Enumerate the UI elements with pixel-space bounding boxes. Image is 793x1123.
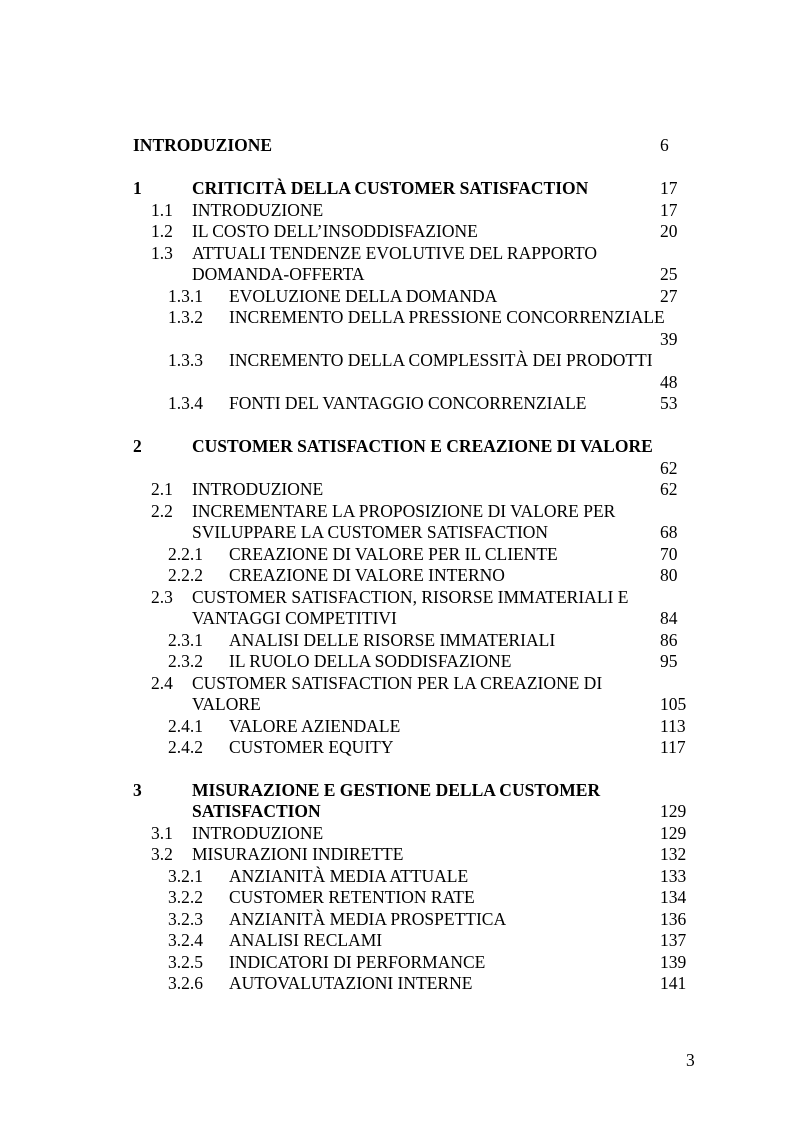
toc-title: ANALISI RECLAMI <box>229 930 383 950</box>
toc-title: AUTOVALUTAZIONI INTERNE <box>229 973 473 993</box>
toc-num: 1.3.2 <box>168 307 203 327</box>
toc-num: 2.3.2 <box>168 651 203 671</box>
toc-num: 3.1 <box>151 823 173 843</box>
toc-page: 134 <box>660 887 687 907</box>
toc-title: CRITICITÀ DELLA CUSTOMER SATISFACTION <box>192 178 589 198</box>
toc-num: 2.4 <box>151 673 173 693</box>
toc-title: CUSTOMER SATISFACTION E CREAZIONE DI VALORE <box>192 436 653 456</box>
toc-num: 3.2.6 <box>168 973 203 993</box>
toc-num: 2.2.2 <box>168 565 203 585</box>
toc-page: 113 <box>660 716 686 736</box>
toc-title: VALORE <box>192 694 261 714</box>
toc-page: 17 <box>660 178 678 198</box>
toc-num: 2.4.1 <box>168 716 203 736</box>
toc-num: 1.3.3 <box>168 350 203 370</box>
toc-title: ANALISI DELLE RISORSE IMMATERIALI <box>229 630 556 650</box>
toc-num: 3.2.3 <box>168 909 203 929</box>
toc-title: MISURAZIONI INDIRETTE <box>192 844 404 864</box>
toc-title: VANTAGGI COMPETITIVI <box>192 608 397 628</box>
toc-page: 20 <box>660 221 678 241</box>
toc-num: 1.3.4 <box>168 393 203 413</box>
toc-title: IL COSTO DELL’INSODDISFAZIONE <box>192 221 478 241</box>
toc-num: 3 <box>133 780 142 800</box>
toc-title: CREAZIONE DI VALORE PER IL CLIENTE <box>229 544 558 564</box>
toc-title: CREAZIONE DI VALORE INTERNO <box>229 565 505 585</box>
toc-title: INTRODUZIONE <box>192 200 324 220</box>
toc-title: EVOLUZIONE DELLA DOMANDA <box>229 286 498 306</box>
toc-page: 129 <box>660 801 687 821</box>
toc-num: 3.2.1 <box>168 866 203 886</box>
toc-title: INDICATORI DI PERFORMANCE <box>229 952 486 972</box>
toc-title: MISURAZIONE E GESTIONE DELLA CUSTOMER <box>192 780 601 800</box>
toc-page: 129 <box>660 823 687 843</box>
toc-page: 137 <box>660 930 687 950</box>
toc-num: 3.2.4 <box>168 930 203 950</box>
toc-num: 1.1 <box>151 200 173 220</box>
toc-title: CUSTOMER RETENTION RATE <box>229 887 475 907</box>
toc-num: 2.1 <box>151 479 173 499</box>
toc-title: INCREMENTO DELLA COMPLESSITÀ DEI PRODOTTI <box>229 350 653 370</box>
toc-num: 2.4.2 <box>168 737 203 757</box>
toc-title: INCREMENTO DELLA PRESSIONE CONCORRENZIALE <box>229 307 665 327</box>
toc-title: SVILUPPARE LA CUSTOMER SATISFACTION <box>192 522 549 542</box>
toc-num: 2.2.1 <box>168 544 203 564</box>
toc-num: 3.2 <box>151 844 173 864</box>
toc-title: CUSTOMER SATISFACTION PER LA CREAZIONE DI <box>192 673 603 693</box>
toc-num: 2.3.1 <box>168 630 203 650</box>
toc-page: 17 <box>660 200 678 220</box>
toc-title: IL RUOLO DELLA SODDISFAZIONE <box>229 651 512 671</box>
toc-title: ANZIANITÀ MEDIA ATTUALE <box>229 866 469 886</box>
toc-title: ATTUALI TENDENZE EVOLUTIVE DEL RAPPORTO <box>192 243 597 263</box>
toc-num: 2.3 <box>151 587 173 607</box>
toc-page: 62 <box>660 479 678 499</box>
toc-title: VALORE AZIENDALE <box>229 716 401 736</box>
toc-page: 117 <box>660 737 686 757</box>
toc-title: SATISFACTION <box>192 801 321 821</box>
toc-page: 53 <box>660 393 678 413</box>
toc-page: 39 <box>660 329 678 349</box>
toc-page: 70 <box>660 544 678 564</box>
toc-page: 136 <box>660 909 687 929</box>
toc-page: 133 <box>660 866 687 886</box>
toc-title: CUSTOMER SATISFACTION, RISORSE IMMATERIALI E <box>192 587 629 607</box>
toc-title: INTRODUZIONE <box>192 823 324 843</box>
toc-num: 2.2 <box>151 501 173 521</box>
toc-page: 48 <box>660 372 678 392</box>
toc-title: CUSTOMER EQUITY <box>229 737 394 757</box>
toc-num: 1.3 <box>151 243 173 263</box>
toc-num: 1.2 <box>151 221 173 241</box>
toc-title: INTRODUZIONE <box>133 135 273 155</box>
toc-title: INTRODUZIONE <box>192 479 324 499</box>
toc-title: DOMANDA-OFFERTA <box>192 264 365 284</box>
toc-page: 25 <box>660 264 678 284</box>
toc-page: 84 <box>660 608 678 628</box>
toc-page: 27 <box>660 286 678 306</box>
toc-num: 3.2.5 <box>168 952 203 972</box>
toc-title: FONTI DEL VANTAGGIO CONCORRENZIALE <box>229 393 587 413</box>
toc-num: 2 <box>133 436 142 456</box>
toc-page: 105 <box>660 694 687 714</box>
toc-num: 1.3.1 <box>168 286 203 306</box>
toc-page: 141 <box>660 973 687 993</box>
toc-page: 6 <box>660 135 669 155</box>
toc-num: 3.2.2 <box>168 887 203 907</box>
toc-title: INCREMENTARE LA PROPOSIZIONE DI VALORE PER <box>192 501 616 521</box>
toc-title: ANZIANITÀ MEDIA PROSPETTICA <box>229 909 507 929</box>
toc-page: 68 <box>660 522 678 542</box>
page-number: 3 <box>686 1050 695 1070</box>
toc-page: 80 <box>660 565 678 585</box>
toc-page: 95 <box>660 651 678 671</box>
toc-page: 86 <box>660 630 678 650</box>
toc-page: 62 <box>660 458 678 478</box>
toc-num: 1 <box>133 178 142 198</box>
toc-page: 132 <box>660 844 687 864</box>
toc-page: 139 <box>660 952 687 972</box>
